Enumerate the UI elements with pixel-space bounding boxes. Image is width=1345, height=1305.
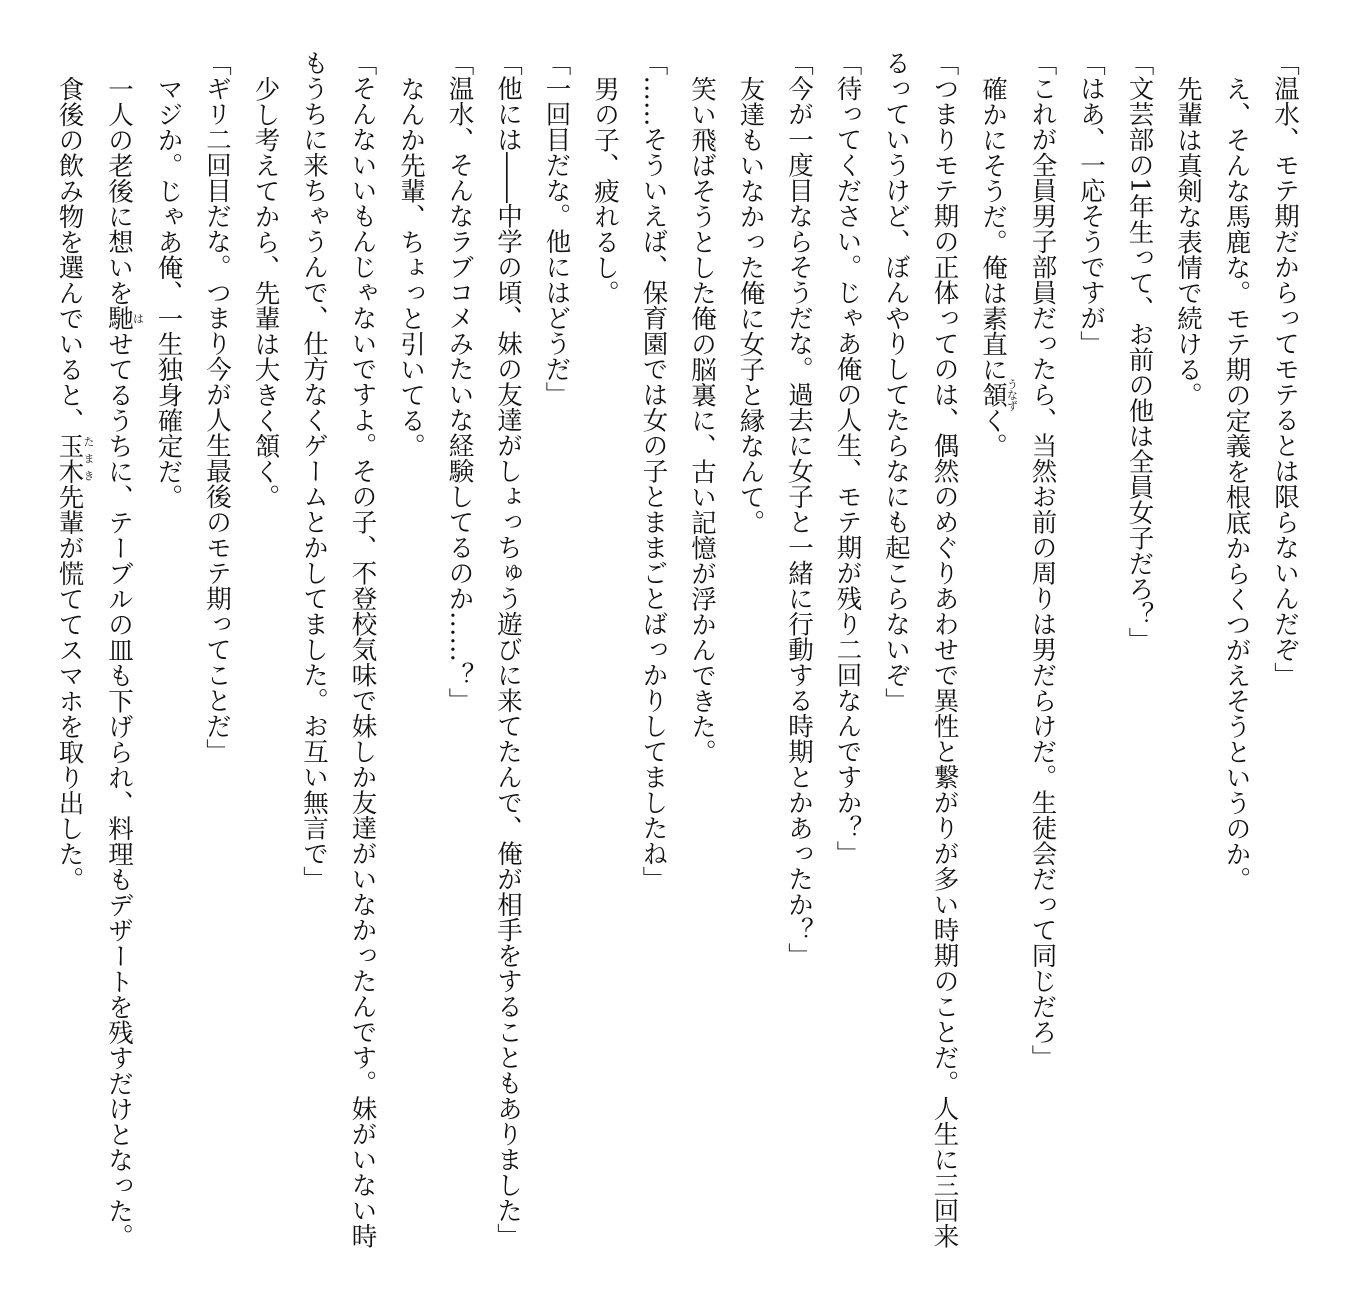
dialogue-line: 「そんないいもんじゃないですよ。その子、不登校気味で妹しか友達がいなかったんです。妹がいない時もうちに来ちゃうんで、仕方なくゲームとかしてました。お互い無言で」 bbox=[299, 50, 378, 1249]
furigana-word bbox=[978, 377, 1019, 411]
narration-line bbox=[95, 50, 145, 1265]
ruby-base: 玉木 bbox=[54, 432, 85, 484]
ruby-reading: は bbox=[131, 305, 145, 331]
furigana-word bbox=[104, 305, 145, 331]
text-segment: 食後の飲み物を選んでいると、 bbox=[54, 75, 85, 433]
dialogue-line: 「温水、モテ期だからってモテるとは限らないんだぞ」 bbox=[1270, 50, 1300, 688]
text-segment: 一人の老後に想いを bbox=[104, 75, 134, 305]
dialogue-line: 「今が一度目ならそうだな。過去に女子と一緒に行動する時期とかあったか？」 bbox=[784, 50, 814, 968]
dialogue-line: 「……そういえば、保育園では女の子とままごとばっかりしてましたね」 bbox=[638, 50, 669, 892]
dialogue-line: 「ギリ二回目だな。つまり今が人生最後のモテ期ってことだ」 bbox=[202, 50, 232, 764]
narration-line: 笑い飛ばそうとした俺の脳裏に、古い記憶が浮かんできた。 bbox=[687, 75, 717, 764]
text-segment: 先輩が慌ててスマホを取り出した。 bbox=[54, 483, 85, 892]
narration-line bbox=[969, 50, 1019, 1265]
ruby-reading: うなず bbox=[1005, 377, 1019, 411]
dialogue-line: 「温水、そんなラブコメみたいな経験してるのか……？」 bbox=[444, 50, 475, 713]
narration-line: なんか先輩、ちょっと引いてる。 bbox=[396, 75, 426, 458]
narration-line: 先輩は真剣な表情で続ける。 bbox=[1173, 75, 1203, 407]
narration-line: 友達もいなかった俺に女子と縁なんて。 bbox=[735, 75, 766, 535]
furigana-word bbox=[54, 432, 95, 484]
narration-line: マジか。じゃあ俺、一生独身確定だ。 bbox=[153, 75, 184, 509]
dialogue-line: 「文芸部の1年生って、お前の他は全員女子だろ？」 bbox=[1124, 50, 1155, 653]
dialogue-line: 「はあ、一応そうですが」 bbox=[1076, 50, 1106, 356]
dialogue-line: 「待ってください。じゃあ俺の人生、モテ期が残り二回なんですか？」 bbox=[832, 50, 863, 866]
dialogue-line: 「これが全員男子部員だったら、当然お前の周りは男だらけだ。生徒会だって同じだろ」 bbox=[1027, 50, 1058, 1070]
narration-line: え、そんな馬鹿な。モテ期の定義を根底からくつがえそうというのか。 bbox=[1221, 75, 1252, 892]
ruby-base: 馳 bbox=[104, 305, 134, 331]
narration-line bbox=[45, 50, 95, 1265]
dialogue-line: 「つまりモテ期の正体ってのは、偶然のめぐりあわせで異性と繋がりが多い時期のことだ。人生に三回来るっていうけど、ぼんやりしてたらなにも起こらないぞ」 bbox=[881, 50, 960, 1249]
text-segment: せてるうちに、テーブルの皿も下げられ、料理もデザートを残すだけとなった。 bbox=[104, 330, 134, 1249]
dialogue-line: 「一回目だな。他にはどうだ」 bbox=[541, 50, 572, 407]
narration-line: 男の子、疲れるし。 bbox=[590, 75, 620, 305]
text-segment: く。 bbox=[978, 407, 1008, 458]
text-segment: 確かにそうだ。俺は素直に bbox=[978, 75, 1008, 382]
dialogue-line: 「他には――中学の頃、妹の友達がしょっちゅう遊びに来てたんで、俺が相手をすることもありました」 bbox=[493, 50, 523, 1249]
ruby-base: 頷 bbox=[978, 377, 1008, 411]
narration-line: 少し考えてから、先輩は大きく頷く。 bbox=[250, 75, 281, 509]
ruby-reading: たまき bbox=[82, 432, 95, 484]
vertical-text-block bbox=[45, 50, 1309, 1265]
